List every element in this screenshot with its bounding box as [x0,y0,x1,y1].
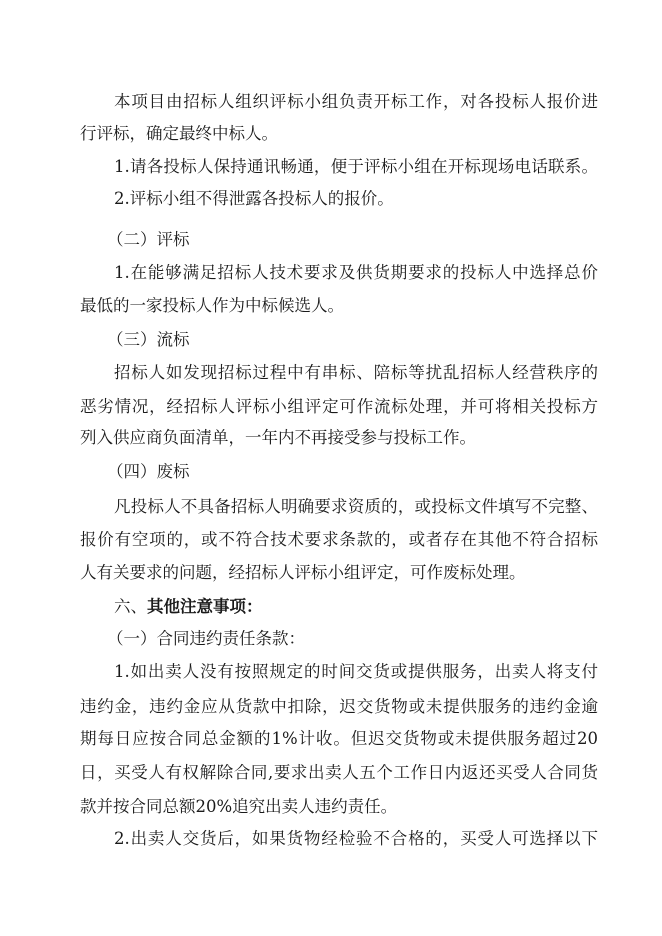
section-number: 六、 [114,597,147,616]
section-heading: （一）合同违约责任条款： [107,629,305,648]
section-heading: （三）流标 [107,330,190,349]
paragraph-line: 行评标，确定最终中标人。 [80,124,278,143]
paragraph-line: 招标人如发现招标过程中有串标、陪标等扰乱招标人经营秩序的 [114,363,598,382]
paragraph-line: 违约金，违约金应从货款中扣除，迟交货物或未提供服务的违约金逾 [80,697,598,716]
section-title-text: 其他注意事项： [147,597,263,616]
paragraph-line: 本项目由招标人组织评标小组负责开标工作，对各投标人报价进 [114,92,598,111]
paragraph-line: 款并按合同总额20%追究出卖人违约责任。 [80,797,398,816]
list-item: 1.请各投标人保持通讯畅通，便于评标小组在开标现场电话联系。 [114,157,598,176]
list-item: 1.在能够满足招标人技术要求及供货期要求的投标人中选择总价 [114,263,598,282]
paragraph-line: 最低的一家投标人作为中标候选人。 [80,296,344,315]
list-item: 1.如出卖人没有按照规定的时间交货或提供服务，出卖人将支付 [114,662,598,681]
paragraph-line: 人有关要求的问题，经招标人评标小组评定，可作废标处理。 [80,563,526,582]
paragraph-line: 恶劣情况，经招标人评标小组评定可作流标处理，并可将相关投标方 [80,397,598,416]
section-heading: （二）评标 [107,230,190,249]
paragraph-line: 期每日应按合同总金额的1%计收。但迟交货物或未提供服务超过20 [80,729,598,748]
paragraph-line: 报价有空项的，或不符合技术要求条款的，或者存在其他不符合招标 [80,530,598,549]
section-heading: （四）废标 [107,462,190,481]
paragraph-line: 凡投标人不具备招标人明确要求资质的，或投标文件填写不完整、 [114,497,598,516]
paragraph-line: 列入供应商负面清单，一年内不再接受参与投标工作。 [80,428,476,447]
list-item: 2.出卖人交货后，如果货物经检验不合格的，买受人可选择以下 [114,829,598,848]
paragraph-line: 日，买受人有权解除合同,要求出卖人五个工作日内返还买受人合同货 [80,763,598,782]
section-title [114,597,598,617]
list-item: 2.评标小组不得泄露各投标人的报价。 [114,189,394,208]
